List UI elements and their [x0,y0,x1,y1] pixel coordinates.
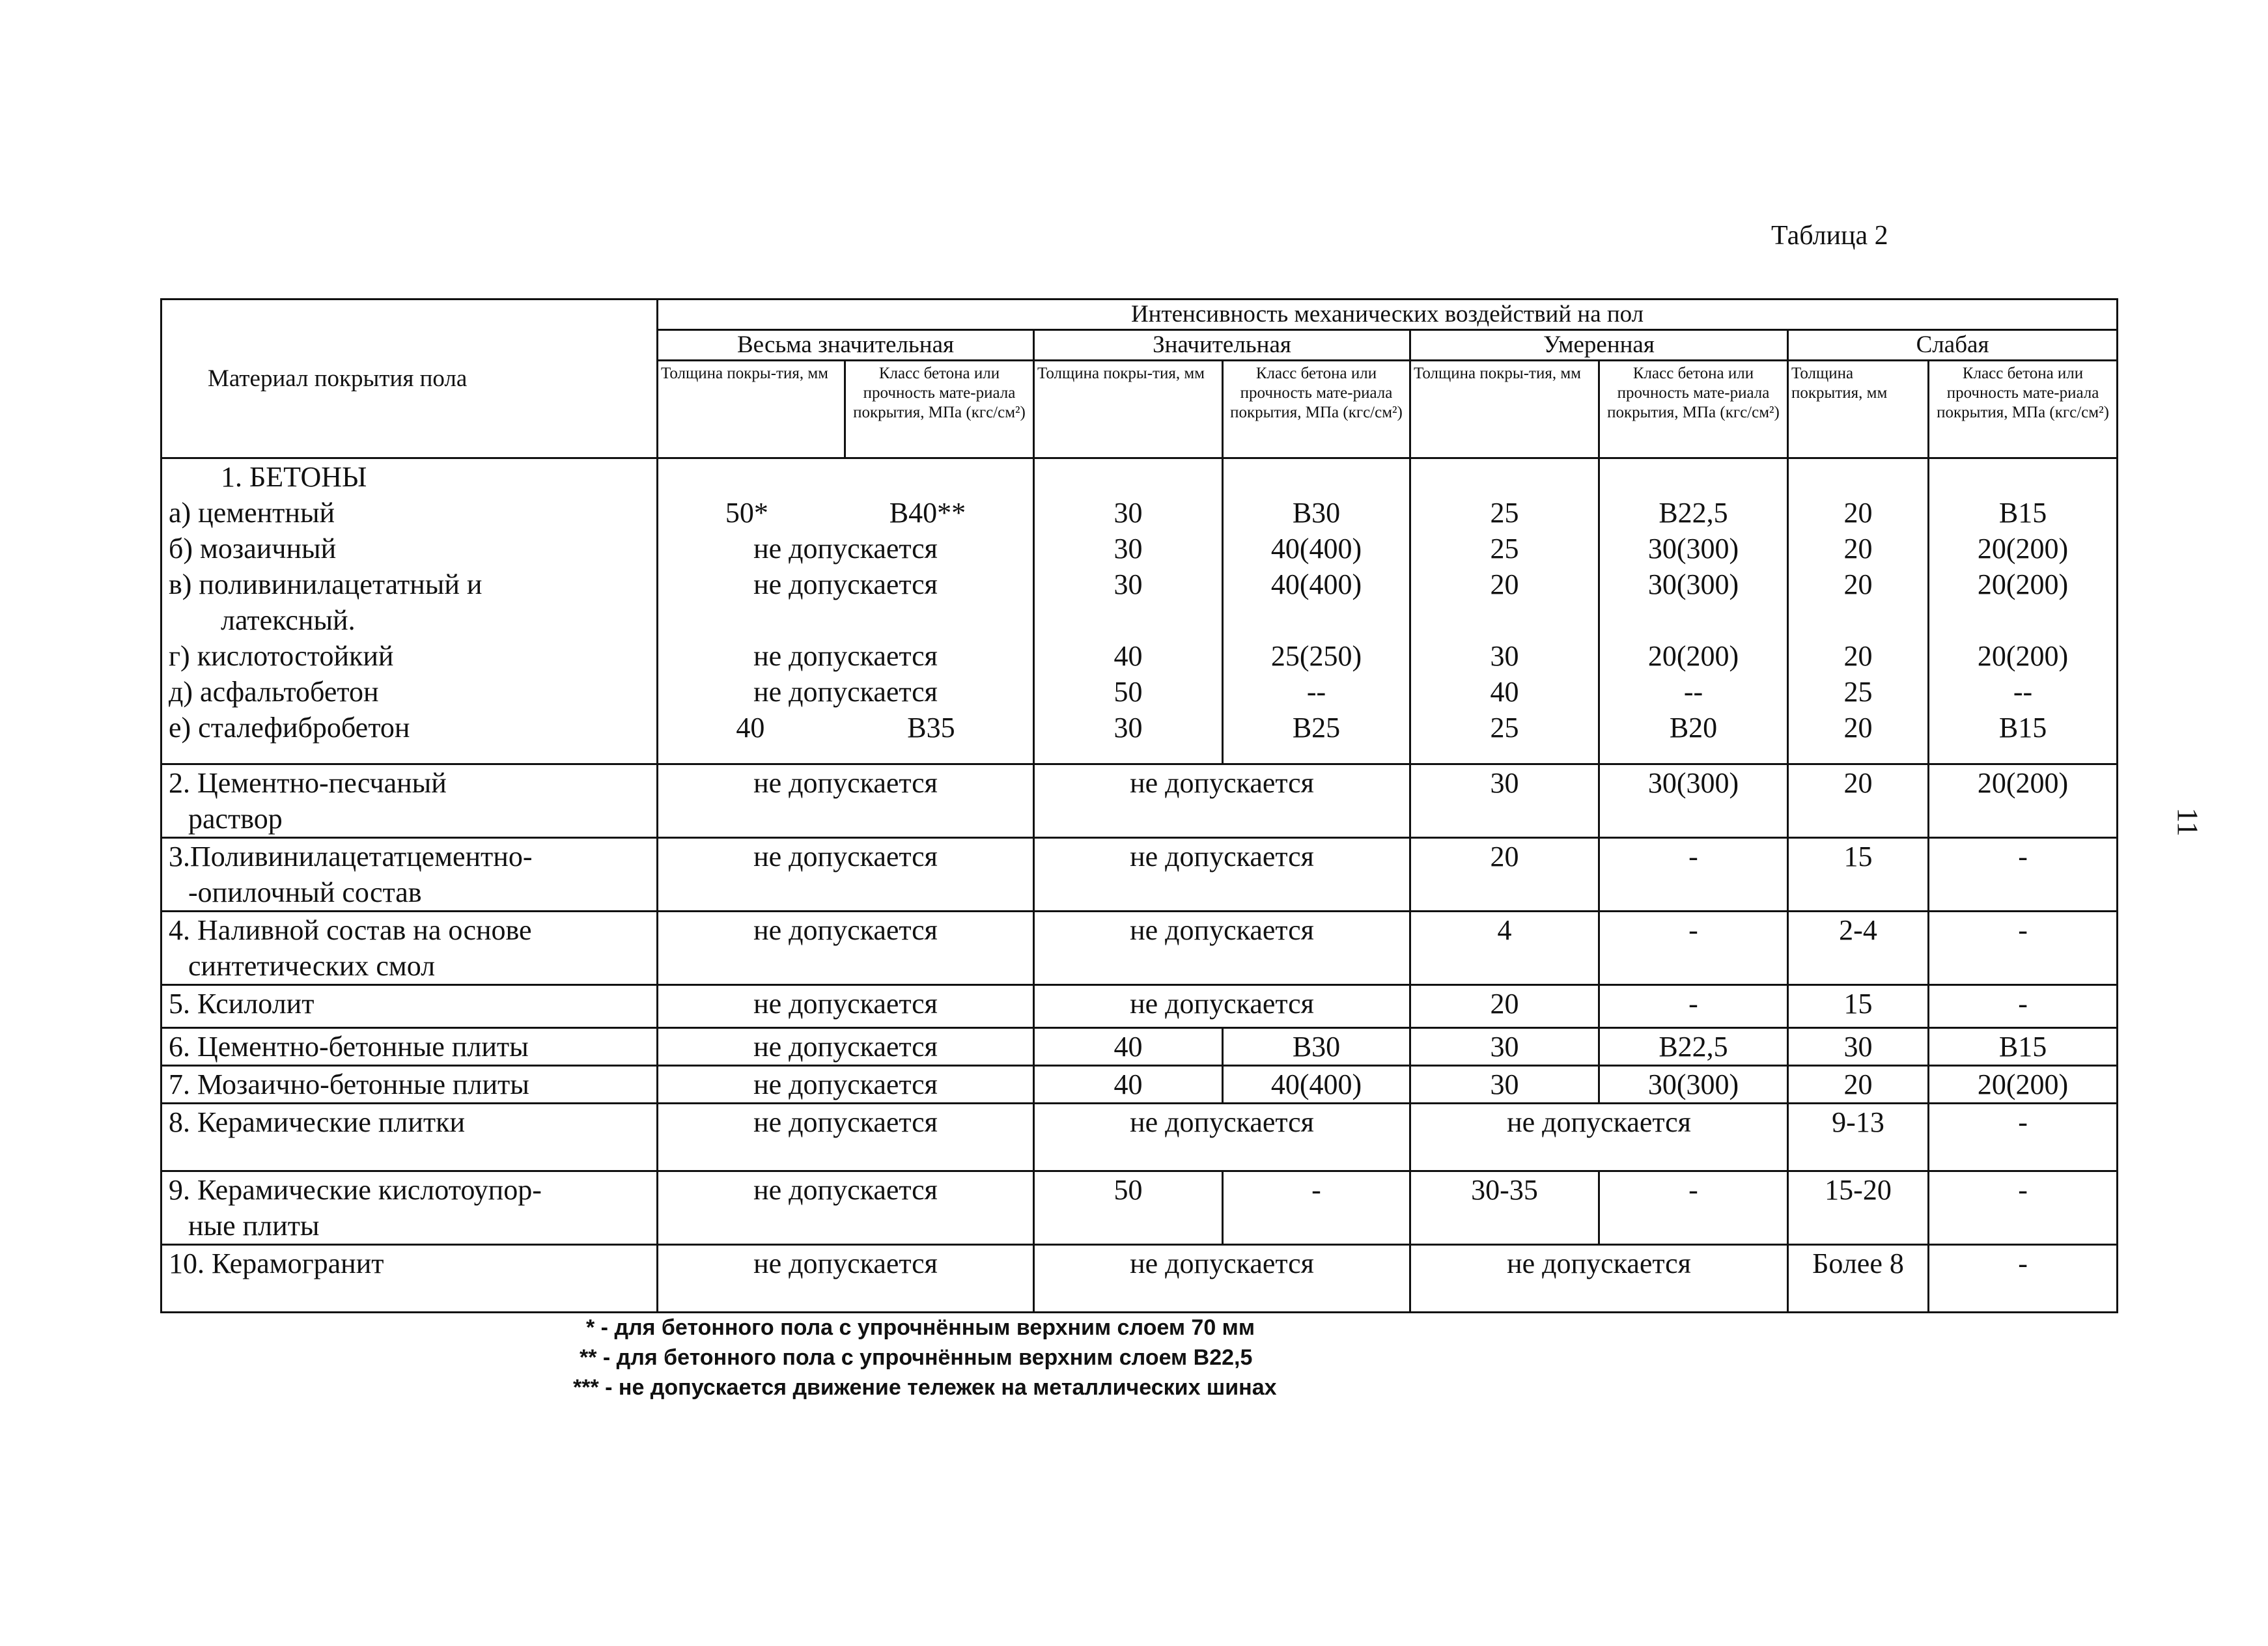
concrete-very-high [658,458,1034,764]
row-label: 5. Ксилолит [161,985,658,1028]
cell-value: не допускается [1034,838,1410,912]
cell-value: - [1599,1171,1788,1245]
concrete-item: латексный. [221,604,356,636]
table-row [161,1028,2118,1066]
cell-value: 30 [1490,640,1519,672]
cell-value: B30 [1292,497,1341,529]
cell-value: B22,5 [1659,497,1728,529]
table-row [161,985,2118,1028]
cell-value: не допускается [753,568,938,600]
cell-value: - [1599,985,1788,1028]
cell-value: 20 [1843,640,1873,672]
table-row [161,838,2118,912]
cell-value: B15 [1998,497,2047,529]
cell-value: 30 [1788,1028,1929,1066]
cell-value: не допускается [658,764,1034,838]
header-group-high: Значительная [1034,330,1410,361]
concrete-item: г) кислотостойкий [169,640,394,672]
row-label: 7. Мозаично-бетонные плиты [161,1066,658,1104]
cell-value: 50 [1113,676,1143,708]
header-class: Класс бетона или прочность мате-риала покрытия, МПа (кгс/см²) [1599,361,1788,458]
cell-value: не допускается [1034,764,1410,838]
cell-value: - [1599,912,1788,985]
table-caption: Таблица 2 [1771,221,1888,251]
header-group-very-high: Весьма значительная [658,330,1034,361]
cell-value: 20(200) [1647,640,1739,672]
cell-value: -- [1306,676,1326,708]
table-row [161,1245,2118,1313]
header-intensity: Интенсивность механических воздействий на пол [658,300,2118,330]
concrete-weak-thickness [1788,458,1929,764]
cell-value: -- [1683,676,1703,708]
concrete-item: б) мозаичный [169,533,337,565]
cell-value: не допускается [658,1171,1034,1245]
cell-value: не допускается [753,676,938,708]
cell-value: 40(400) [1223,1066,1410,1104]
cell-value: не допускается [658,1066,1034,1104]
row-label: 9. Керамические кислотоупор- ные плиты [161,1171,658,1245]
cell-value: не допускается [658,1028,1034,1066]
cell-value: не допускается [1034,985,1410,1028]
cell-value: - [1929,912,2118,985]
cell-value: B30 [1223,1028,1410,1066]
cell-value: 20 [1788,764,1929,838]
cell-value: не допускается [753,640,938,672]
cell-value: не допускается [1034,1245,1410,1313]
cell-value: не допускается [658,985,1034,1028]
concrete-weak-class [1929,458,2118,764]
cell-value: 30 [1113,497,1143,529]
footnote: * - для бетонного пола с упрочнённым верхним слоем 70 мм [586,1315,1255,1340]
cell-value: 15-20 [1788,1171,1929,1245]
cell-value: не допускается [753,533,938,565]
cell-value: 30(300) [1647,533,1739,565]
header-group-moderate: Умеренная [1410,330,1788,361]
cell-value: 40 [1113,640,1143,672]
concrete-labels [161,458,658,764]
cell-value: 20 [1410,985,1599,1028]
cell-value: 20 [1843,533,1873,565]
cell-value: не допускается [1410,1245,1788,1313]
cell-value: - [1929,1104,2118,1171]
cell-value: 30-35 [1410,1171,1599,1245]
cell-value: не допускается [658,1245,1034,1313]
header-thickness: Толщина покрытия, мм [1788,361,1929,458]
cell-value: - [1929,1245,2118,1313]
cell-value: B15 [1929,1028,2118,1066]
cell-value: B15 [1998,712,2047,744]
header-class: Класс бетона или прочность мате-риала покрытия, МПа (кгс/см²) [845,361,1034,458]
cell-value: 20(200) [1977,640,2069,672]
concrete-high-thickness [1034,458,1223,764]
cell-value: 4 [1410,912,1599,985]
cell-value: 50 [1034,1171,1223,1245]
cell-value: - [1929,985,2118,1028]
cell-value: 40 [1490,676,1519,708]
row-label: 6. Цементно-бетонные плиты [161,1028,658,1066]
cell-value: 20 [1788,1066,1929,1104]
table-row [161,1066,2118,1104]
cell-value: 25(250) [1270,640,1362,672]
header-group-weak: Слабая [1788,330,2118,361]
cell-value: не допускается [1034,1104,1410,1171]
cell-value: 20 [1843,568,1873,600]
row-label: 8. Керамические плитки [161,1104,658,1171]
concrete-moderate-thickness [1410,458,1599,764]
table-row [161,764,2118,838]
row-label: 3.Поливинилацетатцементно- -опилочный состав [161,838,658,912]
cell-value: 30 [1113,712,1143,744]
footnote: ** - для бетонного пола с упрочнённым верхним слоем В22,5 [580,1345,1253,1370]
cell-value: не допускается [1410,1104,1788,1171]
cell-value: не допускается [658,838,1034,912]
cell-value: 20(200) [1929,764,2118,838]
concrete-moderate-class [1599,458,1788,764]
cell-value: B22,5 [1599,1028,1788,1066]
cell-value: 9-13 [1788,1104,1929,1171]
table-row [161,1104,2118,1171]
cell-value: не допускается [658,1104,1034,1171]
footnote: *** - не допускается движение тележек на металлических шинах [573,1375,1277,1400]
cell-value: 40 [1034,1028,1223,1066]
cell-value: 30 [1410,1066,1599,1104]
cell-value: 2-4 [1788,912,1929,985]
cell-value: 20 [1843,497,1873,529]
cell-value: 30 [1113,568,1143,600]
cell-value: B20 [1669,712,1718,744]
cell-value: 20(200) [1977,568,2069,600]
row-label: 10. Керамогранит [161,1245,658,1313]
header-thickness: Толщина покры-тия, мм [1410,361,1599,458]
header-thickness: Толщина покры-тия, мм [658,361,845,458]
cell-value: 20(200) [1929,1066,2118,1104]
row-label: 4. Наливной состав на основе синтетических смол [161,912,658,985]
table-row [161,1171,2118,1245]
concrete-item: а) цементный [169,497,335,529]
cell-value: не допускается [1034,912,1410,985]
cell-value: 40 [736,712,765,744]
cell-value: 30(300) [1599,1066,1788,1104]
cell-value: -- [2013,676,2033,708]
cell-value: 25 [1490,497,1519,529]
cell-value: Более 8 [1788,1245,1929,1313]
header-class: Класс бетона или прочность мате-риала покрытия, МПа (кгс/см²) [1223,361,1410,458]
concrete-item: д) асфальтобетон [169,676,379,708]
cell-value: 30(300) [1599,764,1788,838]
cell-value: - [1929,1171,2118,1245]
floor-coverings-table [160,298,2118,1313]
cell-value: 40 [1034,1066,1223,1104]
cell-value: 20 [1410,838,1599,912]
concrete-item: е) сталефибробетон [169,712,410,744]
cell-value: 40(400) [1270,568,1362,600]
cell-value: 30(300) [1647,568,1739,600]
cell-value: 20 [1843,712,1873,744]
cell-value: - [1599,838,1788,912]
cell-value: 25 [1843,676,1873,708]
cell-value: 30 [1410,764,1599,838]
cell-value: 50* [725,497,768,529]
cell-value: - [1929,838,2118,912]
header-thickness: Толщина покры-тия, мм [1034,361,1223,458]
cell-value: не допускается [658,912,1034,985]
cell-value: B35 [907,712,955,744]
cell-value: 15 [1788,838,1929,912]
cell-value: 20 [1490,568,1519,600]
cell-value: 30 [1410,1028,1599,1066]
concrete-high-class [1223,458,1410,764]
cell-value: 15 [1788,985,1929,1028]
cell-value: 25 [1490,533,1519,565]
cell-value: 20(200) [1977,533,2069,565]
concrete-title: 1. БЕТОНЫ [221,461,367,493]
page-number: 11 [2171,807,2205,837]
cell-value: B25 [1292,712,1341,744]
cell-value: B40** [889,497,966,529]
row-label: 2. Цементно-песчаный раствор [161,764,658,838]
cell-value: 40(400) [1270,533,1362,565]
header-material: Материал покрытия пола [161,300,658,458]
cell-value: 25 [1490,712,1519,744]
header-class: Класс бетона или прочность мате-риала покрытия, МПа (кгс/см²) [1929,361,2118,458]
table-row [161,912,2118,985]
cell-value: - [1223,1171,1410,1245]
concrete-item: в) поливинилацетатный и [169,568,483,600]
cell-value: 30 [1113,533,1143,565]
